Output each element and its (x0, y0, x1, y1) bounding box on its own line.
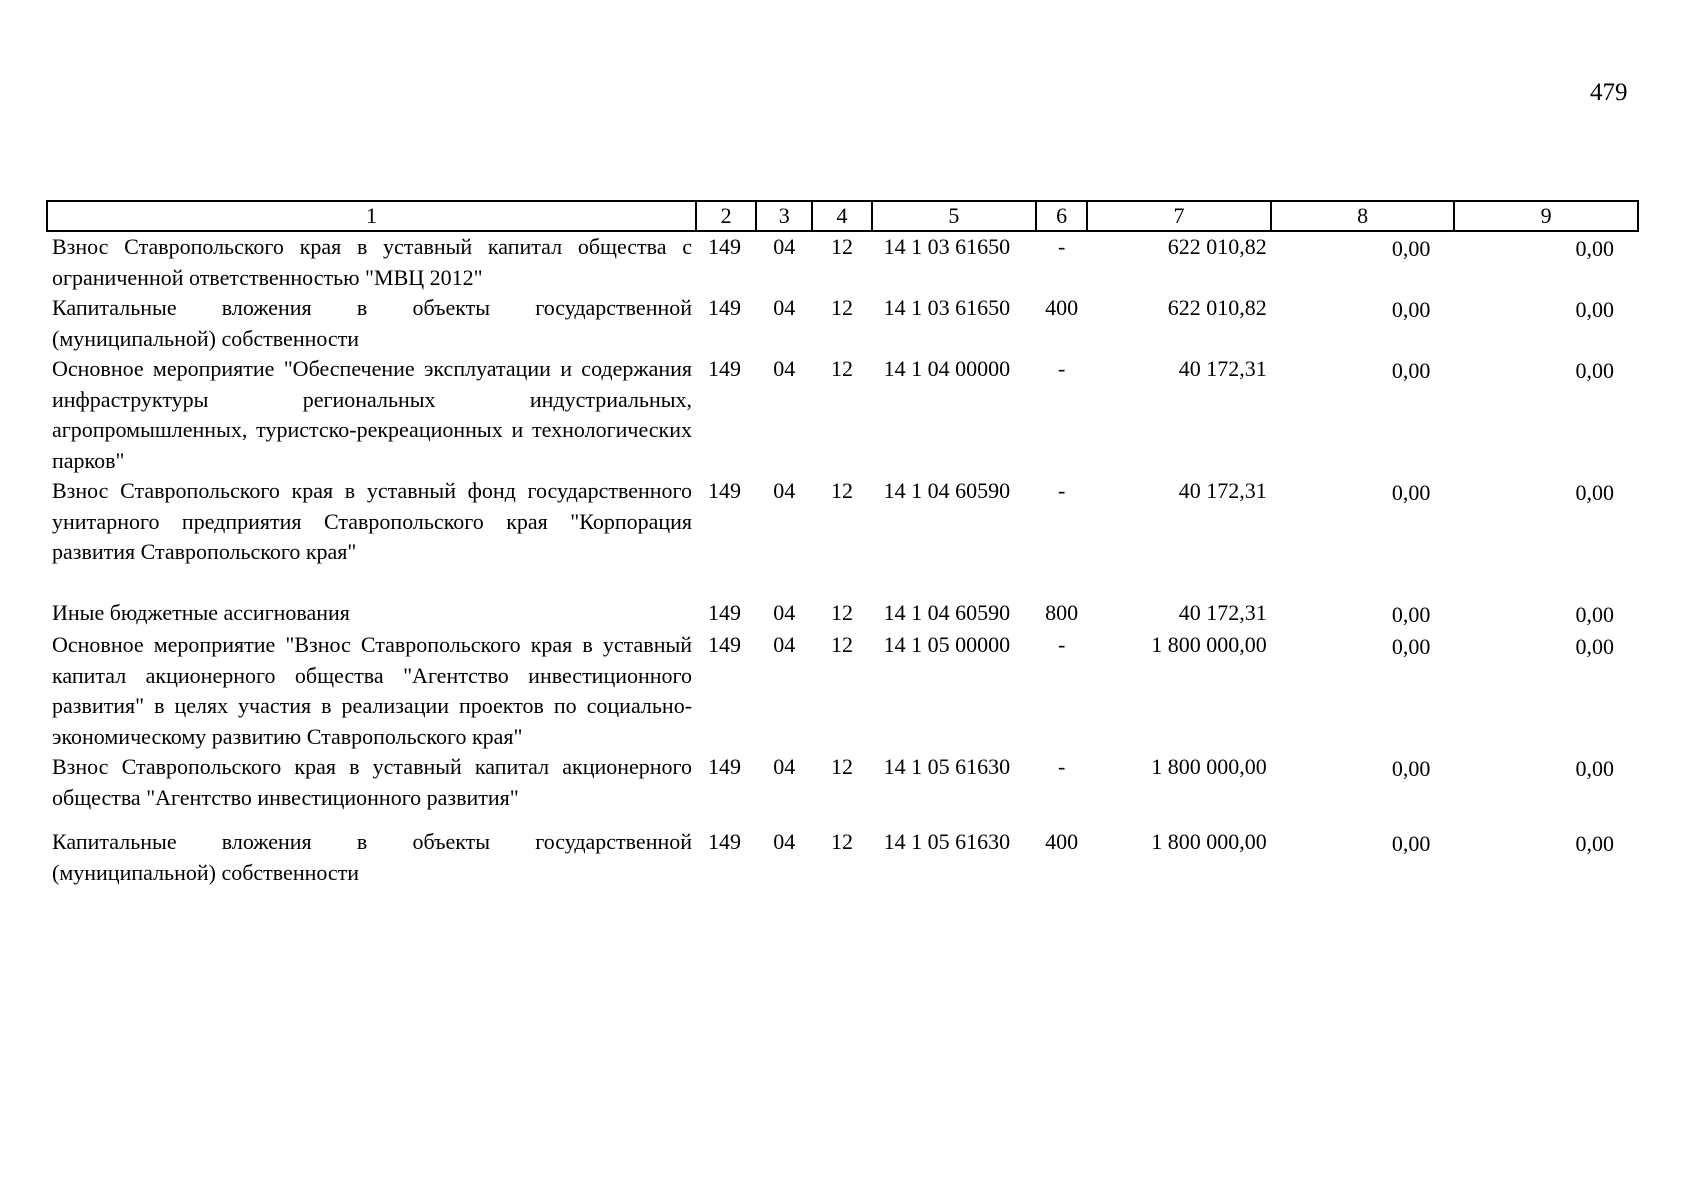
row-col-5: 14 1 05 00000 (883, 632, 1011, 657)
row-col-7: 1 800 000,00 (1151, 754, 1267, 779)
row-col-2: 149 (708, 599, 742, 625)
row-col-7: 1 800 000,00 (1151, 632, 1267, 657)
row-col-5: 14 1 03 61650 (883, 234, 1011, 259)
row-col-9: 0,00 (1575, 634, 1614, 659)
row-col-4: 12 (830, 234, 853, 259)
row-col-8: 0,00 (1391, 634, 1431, 659)
row-col-7: 40 172,31 (1178, 478, 1267, 503)
budget-table (46, 200, 1639, 888)
row-col-9: 0,00 (1575, 297, 1614, 322)
row-col-8: 0,00 (1391, 831, 1431, 856)
row-name: Капитальные вложения в объекты государственной (муниципальной) собственности (52, 829, 693, 885)
row-col-5: 14 1 05 61630 (883, 754, 1011, 779)
row-col-8: 0,00 (1391, 236, 1431, 261)
row-col-6: - (1057, 754, 1066, 779)
row-col-7: 40 172,31 (1178, 599, 1267, 625)
table-row (47, 827, 1638, 888)
row-col-7: 1 800 000,00 (1151, 829, 1267, 854)
row-name: Взнос Ставропольского края в уставный капитал общества с ограниченной ответственностью "МВЦ 2012" (52, 234, 693, 290)
table-row (47, 231, 1638, 293)
row-col-9: 0,00 (1575, 480, 1614, 505)
row-col-8: 0,00 (1391, 480, 1431, 505)
row-name: Иные бюджетные ассигнования (52, 599, 350, 625)
row-col-6: - (1057, 234, 1066, 259)
row-col-9: 0,00 (1575, 236, 1614, 261)
row-col-2: 149 (708, 356, 742, 381)
row-col-5: 14 1 03 61650 (883, 295, 1011, 320)
row-col-2: 149 (708, 478, 742, 503)
header-col-6: 6 (1036, 201, 1087, 231)
row-col-8: 0,00 (1391, 358, 1431, 383)
row-name: Капитальные вложения в объекты государственной (муниципальной) собственности (52, 295, 693, 351)
table-row (47, 293, 1638, 354)
header-col-8: 8 (1271, 201, 1455, 231)
row-col-4: 12 (830, 632, 853, 657)
row-col-2: 149 (708, 632, 742, 657)
table-row (47, 598, 1638, 631)
table-row (47, 476, 1638, 598)
header-col-9: 9 (1454, 201, 1638, 231)
row-col-9: 0,00 (1575, 358, 1614, 383)
row-col-9: 0,00 (1575, 601, 1614, 627)
row-col-3: 04 (773, 632, 796, 657)
header-col-1: 1 (47, 201, 696, 231)
row-col-5: 14 1 04 00000 (883, 356, 1011, 381)
table-row (47, 630, 1638, 752)
row-col-5: 14 1 04 60590 (883, 478, 1011, 503)
row-col-4: 12 (830, 356, 853, 381)
row-col-6: 400 (1045, 829, 1079, 854)
row-col-2: 149 (708, 829, 742, 854)
row-col-4: 12 (830, 754, 853, 779)
row-name: Взнос Ставропольского края в уставный капитал акционерного общества "Агентство инвестиционного развития" (52, 754, 693, 810)
row-col-3: 04 (773, 356, 796, 381)
table-row (47, 752, 1638, 827)
header-col-7: 7 (1087, 201, 1271, 231)
row-col-3: 04 (773, 829, 796, 854)
row-col-2: 149 (708, 295, 742, 320)
row-col-4: 12 (830, 295, 853, 320)
table-row (47, 354, 1638, 476)
row-col-2: 149 (708, 234, 742, 259)
row-col-8: 0,00 (1391, 756, 1431, 781)
row-col-6: 800 (1045, 599, 1079, 625)
header-col-5: 5 (872, 201, 1037, 231)
row-col-6: - (1057, 478, 1066, 503)
row-col-4: 12 (830, 599, 853, 625)
row-col-5: 14 1 05 61630 (883, 829, 1011, 854)
row-col-7: 622 010,82 (1167, 234, 1267, 259)
row-col-4: 12 (830, 478, 853, 503)
row-col-8: 0,00 (1391, 601, 1431, 627)
row-name: Основное мероприятие "Взнос Ставропольского края в уставный капитал акционерного общества "Агентство инвестиционного развития" в целях участия в реализации проектов по социально-экономическому развитию Ставропольского края" (52, 632, 693, 749)
row-col-7: 40 172,31 (1178, 356, 1267, 381)
row-name: Основное мероприятие "Обеспечение эксплуатации и содержания инфраструктуры региональных индустриальных, агропромышленных, туристско-рекреационных и технологических парков" (52, 356, 693, 473)
row-col-5: 14 1 04 60590 (883, 599, 1011, 625)
row-col-4: 12 (830, 829, 853, 854)
row-col-6: - (1057, 632, 1066, 657)
row-col-9: 0,00 (1575, 831, 1614, 856)
page-number: 479 (1590, 79, 1628, 106)
row-col-6: 400 (1045, 295, 1079, 320)
header-row (47, 201, 1638, 231)
row-col-3: 04 (773, 234, 796, 259)
row-col-3: 04 (773, 295, 796, 320)
row-col-3: 04 (773, 599, 796, 625)
row-col-6: - (1057, 356, 1066, 381)
row-col-7: 622 010,82 (1167, 295, 1267, 320)
header-col-4: 4 (812, 201, 871, 231)
row-col-8: 0,00 (1391, 297, 1431, 322)
row-col-2: 149 (708, 754, 742, 779)
row-col-3: 04 (773, 754, 796, 779)
row-col-3: 04 (773, 478, 796, 503)
header-col-3: 3 (756, 201, 812, 231)
row-col-9: 0,00 (1575, 756, 1614, 781)
row-name: Взнос Ставропольского края в уставный фонд государственного унитарного предприятия Ставропольского края "Корпорация развития Ставропольского края" (52, 478, 693, 564)
header-col-2: 2 (696, 201, 756, 231)
